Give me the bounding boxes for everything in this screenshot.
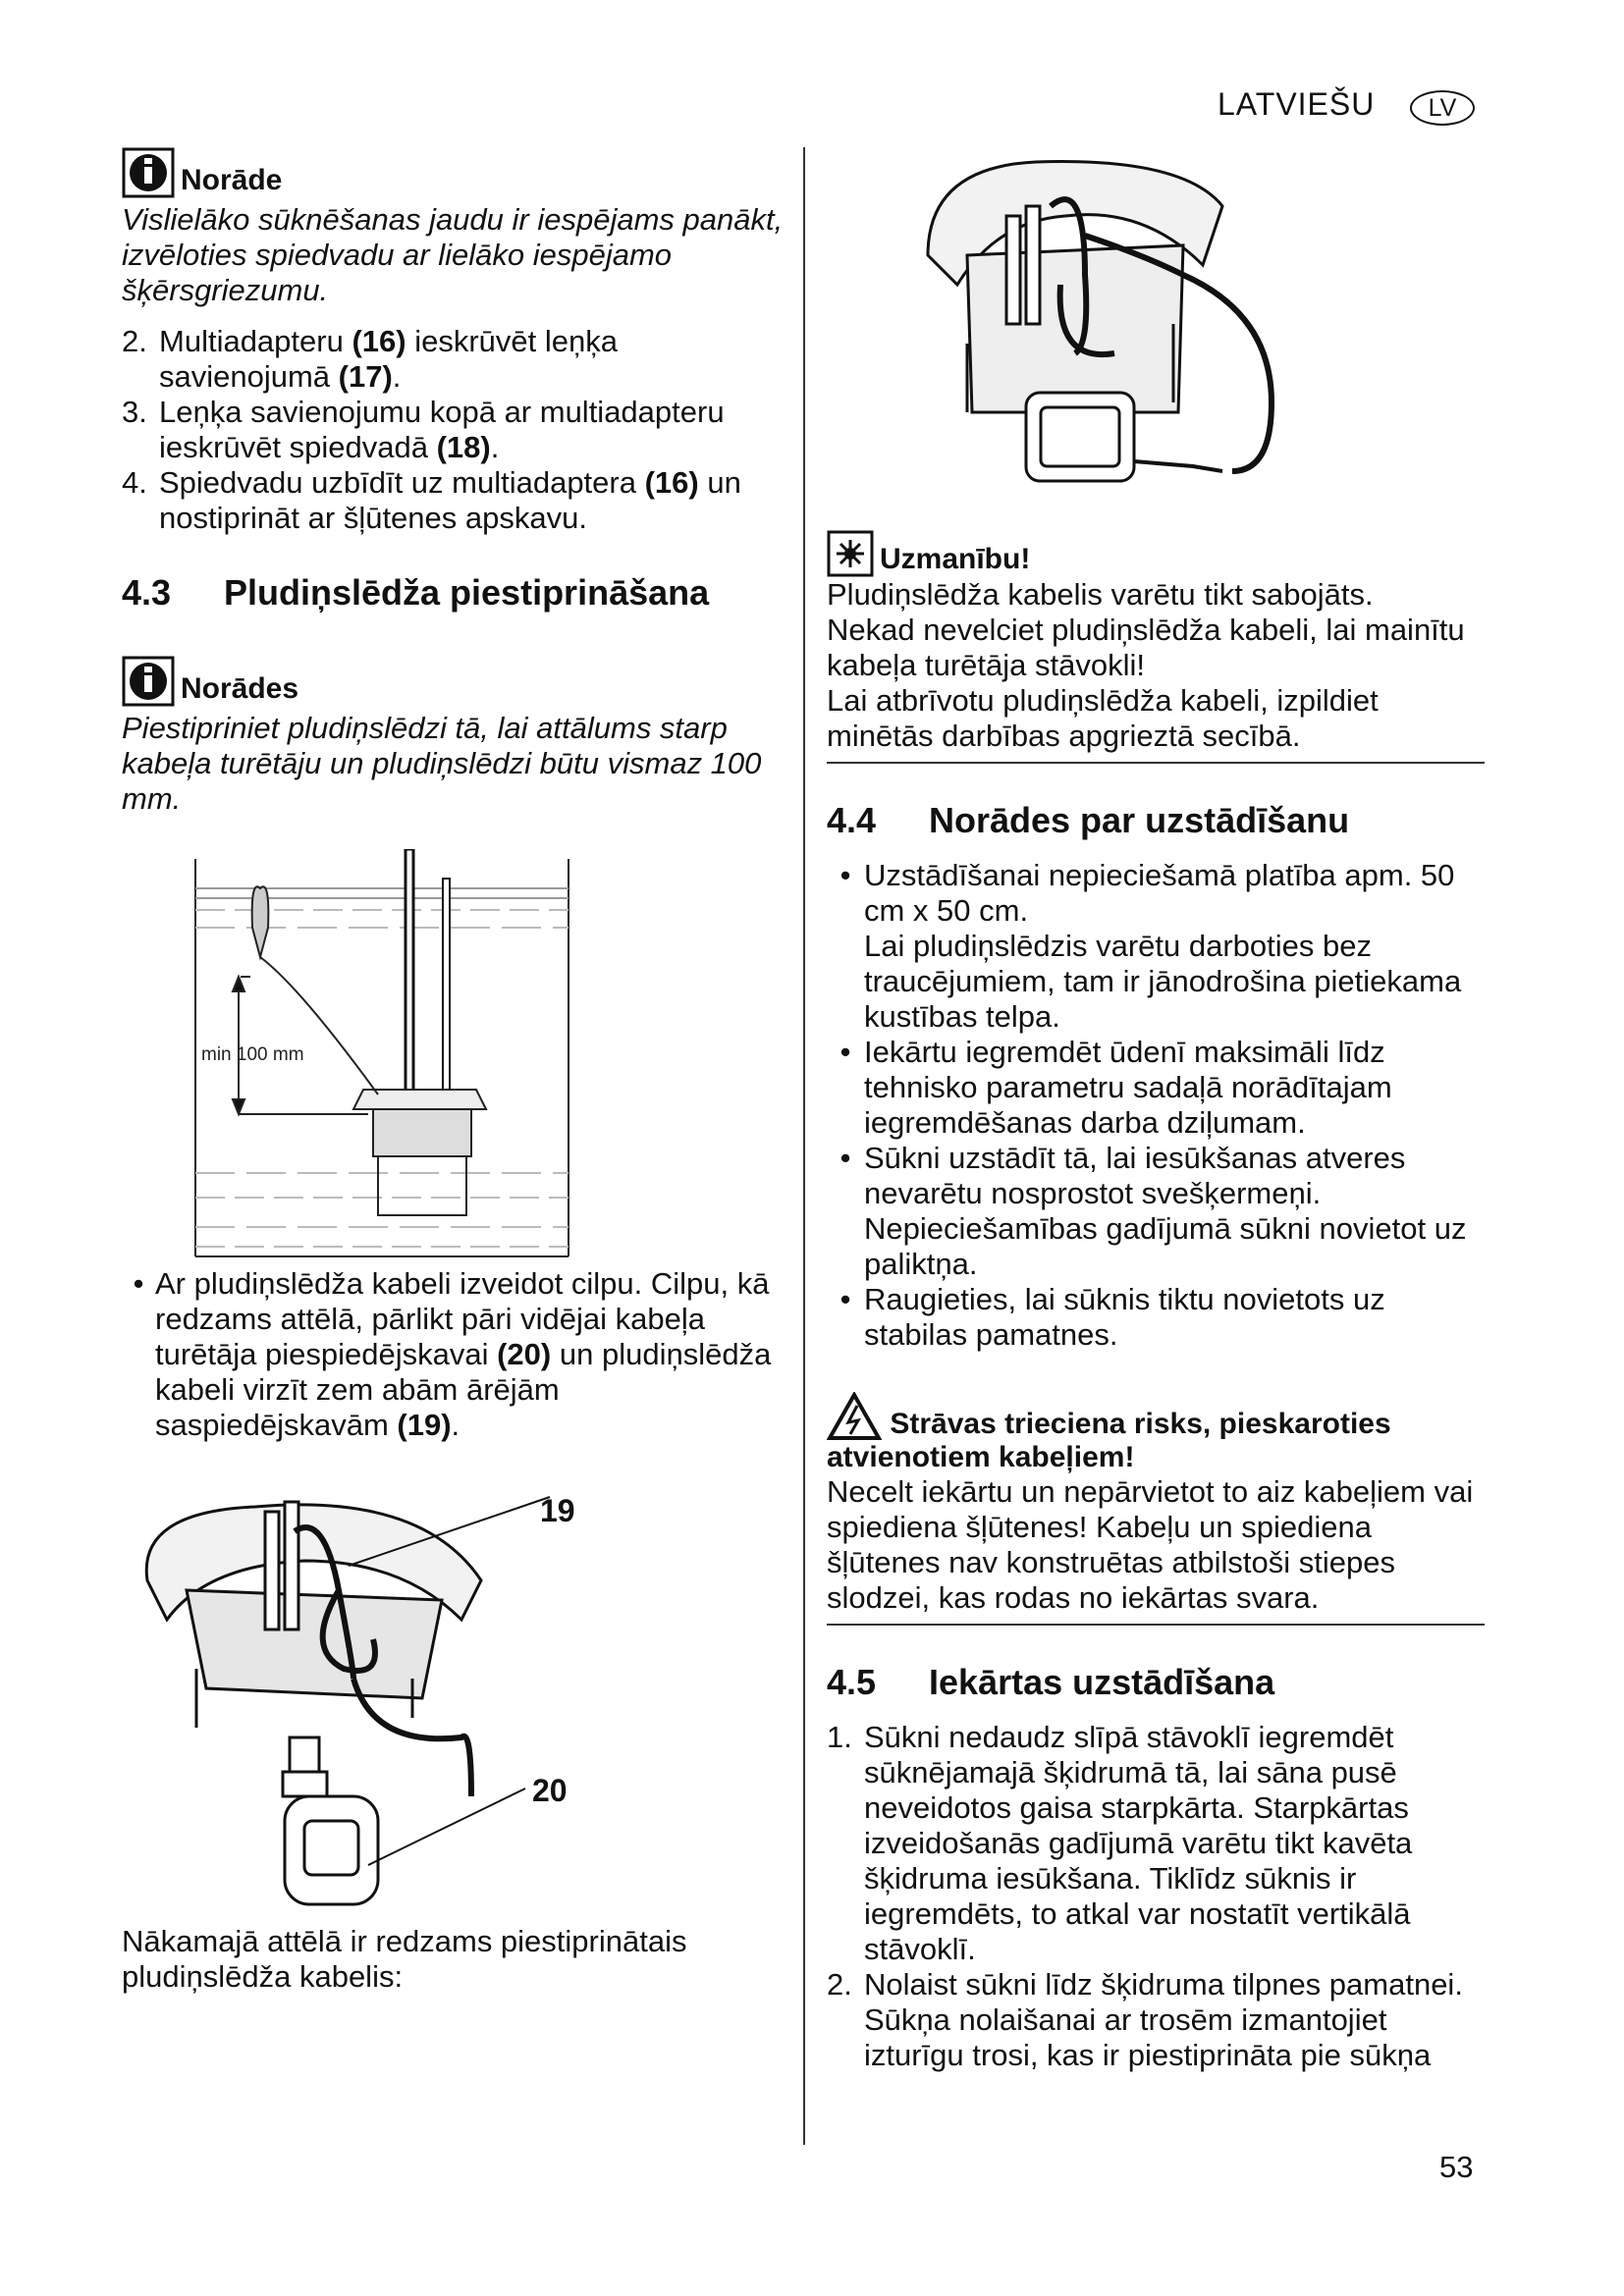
list-item: • Sūkni uzstādīt tā, lai iesūkšanas atveres nevarētu nosprostot svešķermeņi. Nepieciešamības gadījumā sūkni novietot uz paliktņa. — [839, 1141, 1467, 1281]
divider — [827, 762, 1485, 764]
header-language: LATVIEŠU — [1218, 86, 1376, 122]
column-divider — [803, 147, 805, 2145]
caution-line: Lai atbrīvotu pludiņslēdža kabeli, izpildiet minētās darbības apgrieztā secībā. — [827, 683, 1379, 753]
list-item: 4. Spiedvadu uzbīdīt uz multiadaptera (16) un nostiprināt ar šļūtenes apskavu. — [122, 465, 741, 535]
list-item: • Raugieties, lai sūknis tiktu novietots uz stabilas pamatnes. — [839, 1282, 1385, 1352]
info-icon — [122, 147, 175, 198]
page-number: 53 — [1439, 2150, 1474, 2184]
caution-heading — [827, 530, 1485, 577]
section-heading-4-3: 4.3 Pludiņslēdža piestiprināšana — [122, 572, 710, 613]
figure-label: min 100 mm — [201, 1044, 304, 1065]
list-item: • Iekārtu iegremdēt ūdenī maksimāli līdz tehnisko parametru sadaļā norādītajam iegremdēšanas darba dziļumam. — [839, 1035, 1392, 1140]
caution-title: Uzmanību! — [880, 543, 1031, 575]
divider — [827, 1624, 1485, 1626]
right-column-top — [827, 530, 1485, 2073]
caution-line: Pludiņslēdža kabelis varētu tikt sabojāts. — [827, 577, 1374, 612]
section-heading-4-4: 4.4 Norādes par uzstādīšanu — [827, 800, 1350, 840]
list-item: 3. Leņķa savienojumu kopā ar multiadapteru ieskrūvēt spiedvadā (18). — [122, 395, 725, 464]
caution-icon — [827, 530, 874, 577]
warning-title: Strāvas trieciena risks, pieskaroties atvienotiem kabeļiem! — [827, 1408, 1391, 1473]
list-item: 2. Nolaist sūkni līdz šķidruma tilpnes pamatnei. Sūkņa nolaišanai ar trosēm izmantojiet izturīgu trosi, kas ir piestiprināta pie sūkņa — [827, 1967, 1463, 2072]
caution-line: Nekad nevelciet pludiņslēdža kabeli, lai mainītu kabeļa turētāja stāvokli! — [827, 613, 1465, 682]
cable-loop-figure — [128, 1472, 638, 1924]
left-column — [122, 147, 789, 817]
bullet-list — [122, 1266, 789, 1443]
attached-cable-figure — [908, 147, 1301, 520]
note-title: Norādes — [181, 672, 299, 705]
bullet-list — [827, 858, 1485, 1353]
note-text: Vislielāko sūknēšanas jaudu ir iespējams panākt, izvēloties spiedvadu ar lielāko iespējamo šķērsgriezumu. — [122, 202, 784, 307]
section-heading-4-5: 4.5 Iekārtas uzstādīšana — [827, 1662, 1275, 1702]
note-heading — [122, 656, 789, 707]
float-switch-distance-figure — [191, 849, 584, 1261]
warning-text: Necelt iekārtu un nepārvietot to aiz kabeļiem vai spiediena šļūtenes! Kabeļu un spiediena šļūtenes nav konstruētas atbilstoši stiepes slodzei, kas rodas no iekārtas svara. — [827, 1474, 1474, 1615]
electric-shock-warning-icon — [827, 1392, 882, 1441]
list-item: 2. Multiadapteru (16) ieskrūvēt leņķa savienojumā (17). — [122, 324, 618, 394]
left-column-lower — [122, 1266, 789, 1443]
step-list — [122, 324, 789, 536]
figure-label-20: 20 — [532, 1773, 568, 1808]
step-list — [827, 1720, 1485, 2073]
note-text: Piestipriniet pludiņslēdzi tā, lai attālums starp kabeļa turētāju un pludiņslēdzi būtu vismaz 100 mm. — [122, 711, 762, 816]
figure-caption: Nākamajā attēlā ir redzams piestiprinātais pludiņslēdža kabelis: — [122, 1924, 687, 1994]
info-icon — [122, 656, 175, 707]
note-title: Norāde — [181, 164, 283, 196]
figure-label-19: 19 — [540, 1493, 575, 1528]
list-item: • Ar pludiņslēdža kabeli izveidot cilpu. Cilpu, kā redzams attēlā, pārlikt pāri vidējai kabeļa turētāja piespiedējskavai (20) un pludiņslēdža kabeli virzīt zem abām ārējām saspiedējskavām (19). — [133, 1266, 772, 1442]
warning-heading — [827, 1392, 1485, 1474]
list-item: 1. Sūkni nedaudz slīpā stāvoklī iegremdēt sūknējamajā šķidrumā tā, lai sāna pusē neveidotos gaisa starpkārta. Starpkārtas izveidošanās gadījumā varētu tikt kavēta šķidruma iesūkšana. Tiklīdz sūknis ir iegremdēts, to atkal var nostatīt vertikālā stāvoklī. — [827, 1720, 1413, 1966]
note-heading — [122, 147, 789, 198]
language-badge: LV — [1410, 90, 1475, 126]
list-item: • Uzstādīšanai nepieciešamā platība apm. 50 cm x 50 cm. Lai pludiņslēdzis varētu darboties bez traucējumiem, tam ir jānodrošina pietiekama kustības telpa. — [839, 858, 1462, 1034]
